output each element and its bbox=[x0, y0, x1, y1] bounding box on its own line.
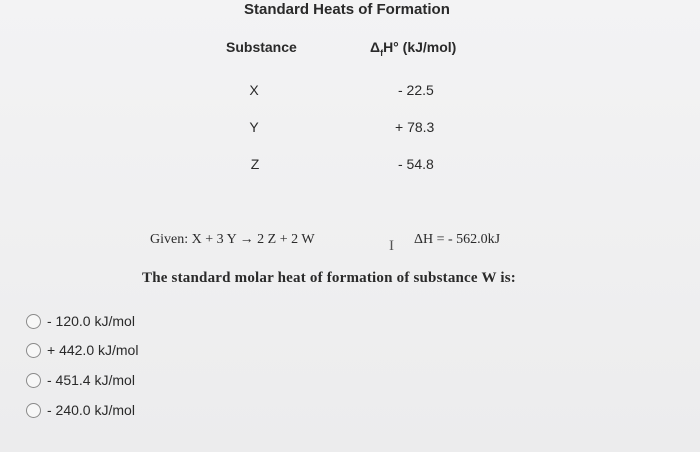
column-header-substance: Substance bbox=[226, 39, 297, 55]
answer-option-3[interactable] bbox=[26, 372, 135, 388]
radio-button[interactable] bbox=[26, 314, 41, 329]
question-text: The standard molar heat of formation of substance W is: bbox=[142, 270, 516, 286]
radio-button[interactable] bbox=[26, 373, 41, 388]
table-cell-heat: - 54.8 bbox=[398, 156, 434, 172]
given-enthalpy-change: ΔH = - 562.0kJ bbox=[414, 232, 501, 247]
radio-button[interactable] bbox=[26, 343, 41, 358]
table-cell-substance: Y bbox=[249, 119, 259, 135]
answer-option-label: - 240.0 kJ/mol bbox=[47, 402, 135, 418]
answer-option-4[interactable] bbox=[26, 402, 135, 418]
table-cell-substance: X bbox=[249, 82, 259, 98]
column-header-heat-of-formation bbox=[370, 39, 456, 58]
table-title: Standard Heats of Formation bbox=[244, 1, 450, 18]
column-header-heat-delta: Δ bbox=[370, 39, 381, 55]
table-cell-heat: + 78.3 bbox=[395, 119, 435, 135]
answer-option-1[interactable] bbox=[26, 313, 135, 329]
answer-option-label: - 451.4 kJ/mol bbox=[47, 372, 135, 388]
table-cell-heat: - 22.5 bbox=[398, 82, 434, 98]
radio-button[interactable] bbox=[26, 403, 41, 418]
column-header-heat-unit: H° (kJ/mol) bbox=[383, 39, 457, 55]
answer-option-label: - 120.0 kJ/mol bbox=[47, 313, 135, 329]
given-reaction: Given: X + 3 Y → 2 Z + 2 W bbox=[150, 232, 315, 247]
table-cell-substance: Z bbox=[250, 156, 260, 172]
text-cursor-icon: I bbox=[389, 238, 394, 254]
answer-option-2[interactable] bbox=[26, 342, 138, 358]
answer-option-label: + 442.0 kJ/mol bbox=[47, 342, 139, 358]
column-header-heat-subscript: f bbox=[380, 47, 384, 58]
